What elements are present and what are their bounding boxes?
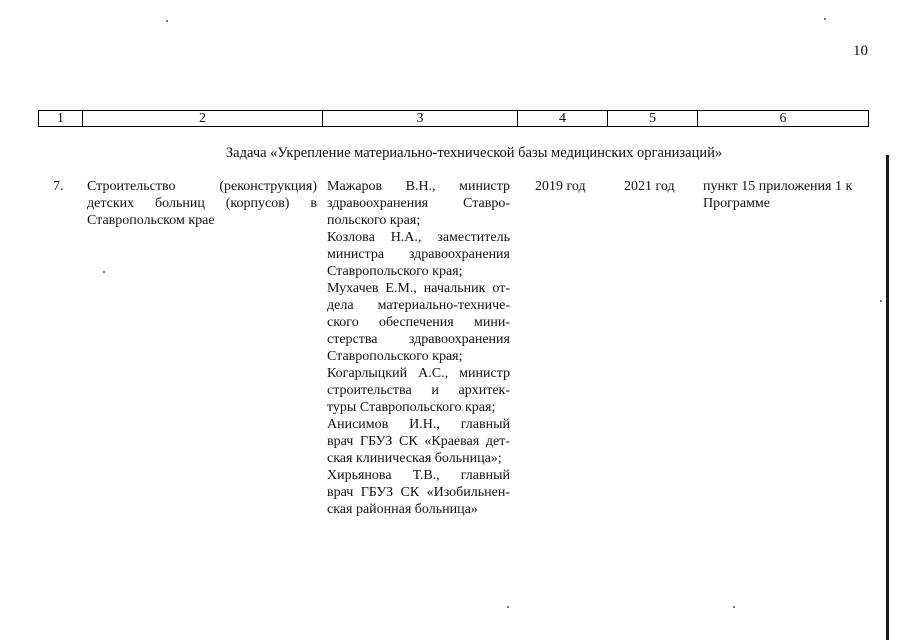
scan-speck — [507, 606, 509, 608]
end-year: 2021 год — [624, 179, 675, 194]
responsible-line: стерства здравоохранения — [327, 332, 510, 347]
responsible-line: врач ГБУЗ СК «Краевая дет- — [327, 434, 510, 449]
responsible-line: дела материально-техниче- — [327, 298, 510, 313]
column-number-1: 1 — [39, 111, 83, 127]
scan-speck — [824, 18, 826, 20]
responsible-line: ская районная больница» — [327, 502, 478, 517]
responsible-line: строительства и архитек- — [327, 383, 510, 398]
responsible-line: здравоохранения Ставро- — [327, 196, 510, 211]
column-number-5: 5 — [608, 111, 698, 127]
responsible-line: врач ГБУЗ СК «Изобильнен- — [327, 485, 510, 500]
responsible-line: Анисимов И.Н., главный — [327, 417, 510, 432]
responsible-line: Ставропольского края; — [327, 349, 463, 364]
column-number-2: 2 — [83, 111, 323, 127]
responsible-line: Ставропольского края; — [327, 264, 463, 279]
page-number: 10 — [853, 43, 868, 59]
scan-edge-line — [886, 155, 889, 640]
responsible-line: Мухачев Е.М., начальник от- — [327, 281, 510, 296]
scan-speck — [103, 271, 105, 273]
event-name: Строительство (реконструкция) детских больниц (корпусов) в Ставропольском крае — [87, 179, 317, 228]
column-number-4: 4 — [518, 111, 608, 127]
responsible-executors — [327, 178, 510, 518]
responsible-line: ского обеспечения мини- — [327, 315, 510, 330]
responsible-line: Когарлыцкий А.С., министр — [327, 366, 510, 381]
scan-speck — [733, 606, 735, 608]
scan-speck — [166, 20, 168, 22]
responsible-line: Мажаров В.Н., министр — [327, 179, 510, 194]
column-number-3: 3 — [323, 111, 518, 127]
responsible-line: министра здравоохранения — [327, 247, 510, 262]
responsible-line: ская клиническая больница»; — [327, 451, 502, 466]
responsible-line: Козлова Н.А., заместитель — [327, 230, 510, 245]
program-reference: пункт 15 приложения 1 к Программе — [703, 179, 853, 211]
responsible-line: туры Ставропольского края; — [327, 400, 496, 415]
row-number: 7. — [53, 179, 64, 194]
start-year: 2019 год — [535, 179, 586, 194]
responsible-line: польского края; — [327, 213, 421, 228]
responsible-line: Хирьянова Т.В., главный — [327, 468, 510, 483]
column-number-6: 6 — [698, 111, 869, 127]
column-number-header — [38, 110, 869, 127]
scan-speck — [880, 300, 882, 302]
task-title: Задача «Укрепление материально-технической базы медицинских организаций» — [225, 145, 723, 161]
